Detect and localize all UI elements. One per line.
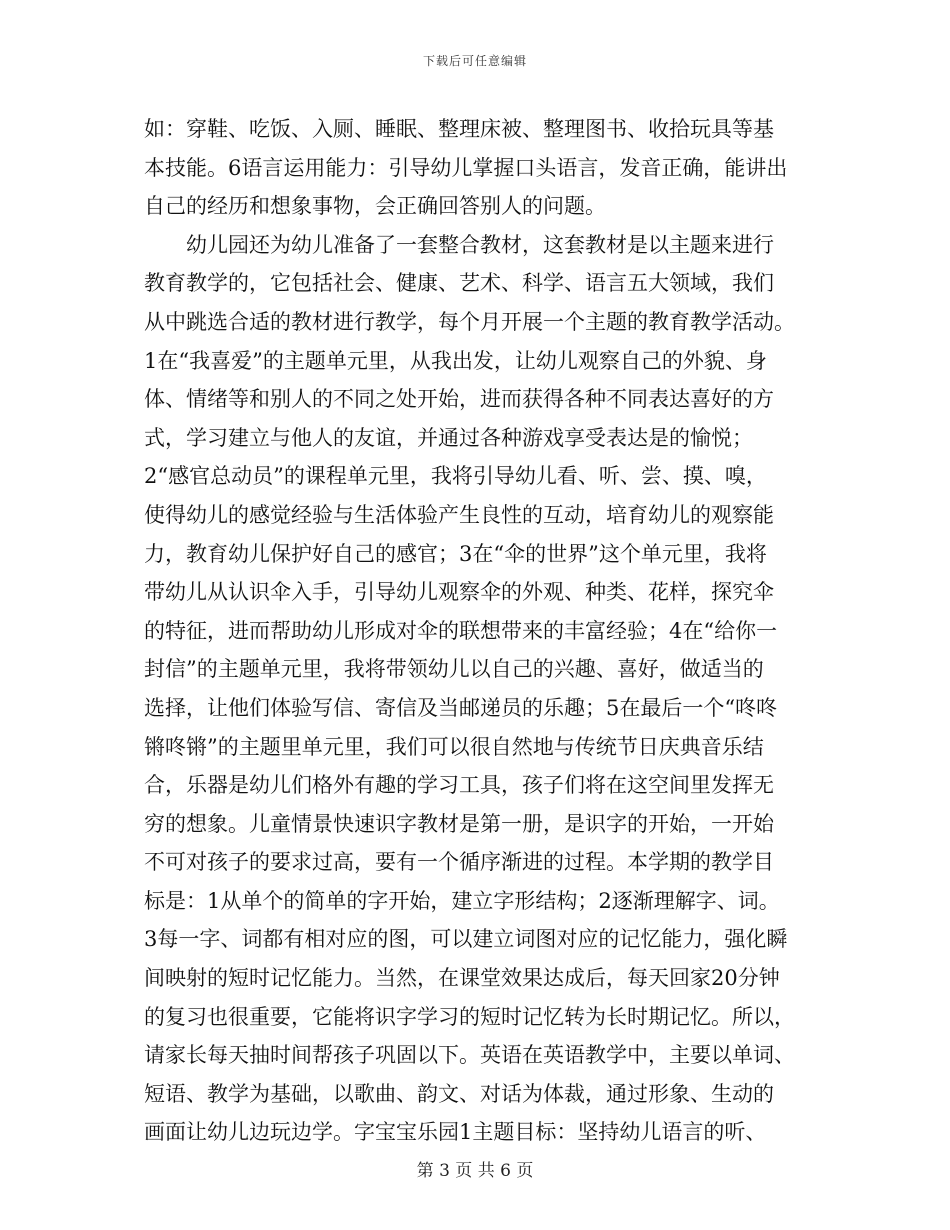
- page-footer: 第 3 页 共 6 页: [416, 1161, 534, 1181]
- text-line: 穷的想象。儿童情景快速识字教材是第一册，是识字的开始，一开始: [144, 811, 774, 836]
- text-line: 1在“我喜爱”的主题单元里，从我出发，让幼儿观察自己的外貌、身: [144, 348, 767, 373]
- text-line: 画面让幼儿边玩边学。字宝宝乐园1主题目标：坚持幼儿语言的听、: [144, 1120, 767, 1145]
- text-line: 体、情绪等和别人的不同之处开始，进而获得各种不同表达喜好的方: [144, 387, 774, 412]
- text-line: 从中跳选合适的教材进行教学，每个月开展一个主题的教育教学活动。: [144, 309, 795, 334]
- text-line: 本技能。6语言运用能力：引导幼儿掌握口头语言，发音正确，能讲出: [144, 155, 788, 180]
- text-line: 3每一字、词都有相对应的图，可以建立词图对应的记忆能力，强化瞬: [144, 927, 788, 952]
- text-line: 式，学习建立与他人的友谊，并通过各种游戏享受表达是的愉悦；: [144, 425, 753, 450]
- text-line: 间映射的短时记忆能力。当然，在课堂效果达成后，每天回家20分钟: [144, 966, 780, 991]
- text-line: 2“感官总动员”的课程单元里，我将引导幼儿看、听、尝、摸、嗅，: [144, 464, 767, 489]
- text-line: 锵咚锵”的主题里单元里，我们可以很自然地与传统节日庆典音乐结: [144, 734, 764, 759]
- text-line: 的特征，进而帮助幼儿形成对伞的联想带来的丰富经验；4在“给你一: [144, 618, 778, 643]
- text-line: 请家长每天抽时间帮孩子巩固以下。英语在英语教学中，主要以单词、: [144, 1043, 795, 1068]
- text-line: 使得幼儿的感觉经验与生活体验产生良性的互动，培育幼儿的观察能: [144, 502, 774, 527]
- text-line: 封信”的主题单元里，我将带领幼儿以自己的兴趣、喜好，做适当的: [144, 657, 764, 682]
- text-line: 力，教育幼儿保护好自己的感官；3在“伞的世界”这个单元里，我将: [144, 541, 767, 566]
- text-line: 选择，让他们体验写信、寄信及当邮递员的乐趣；5在最后一个“咚咚: [144, 695, 778, 720]
- text-line: 短语、教学为基础，以歌曲、韵文、对话为体裁，通过形象、生动的: [144, 1081, 774, 1106]
- page-header: 下载后可任意编辑: [422, 54, 527, 68]
- text-line: 合，乐器是幼儿们格外有趣的学习工具，孩子们将在这空间里发挥无: [144, 773, 774, 798]
- text-line: 标是：1从单个的简单的字开始，建立字形结构；2逐渐理解字、词。: [144, 888, 780, 913]
- text-line: 不可对孩子的要求过高，要有一个循序渐进的过程。本学期的教学目: [144, 850, 774, 875]
- text-line: 教育教学的，它包括社会、健康、艺术、科学、语言五大领域，我们: [144, 271, 774, 296]
- body-text: [144, 110, 810, 1152]
- text-line: 带幼儿从认识伞入手，引导幼儿观察伞的外观、种类、花样，探究伞: [144, 580, 774, 605]
- text-line: 幼儿园还为幼儿准备了一套整合教材，这套教材是以主题来进行: [144, 232, 774, 257]
- text-line: 自己的经历和想象事物，会正确回答别人的问题。: [144, 194, 606, 219]
- text-line: 的复习也很重要，它能将识字学习的短时记忆转为长时期记忆。所以，: [144, 1004, 795, 1029]
- text-line: 如：穿鞋、吃饭、入厕、睡眠、整理床被、整理图书、收拾玩具等基: [144, 117, 774, 141]
